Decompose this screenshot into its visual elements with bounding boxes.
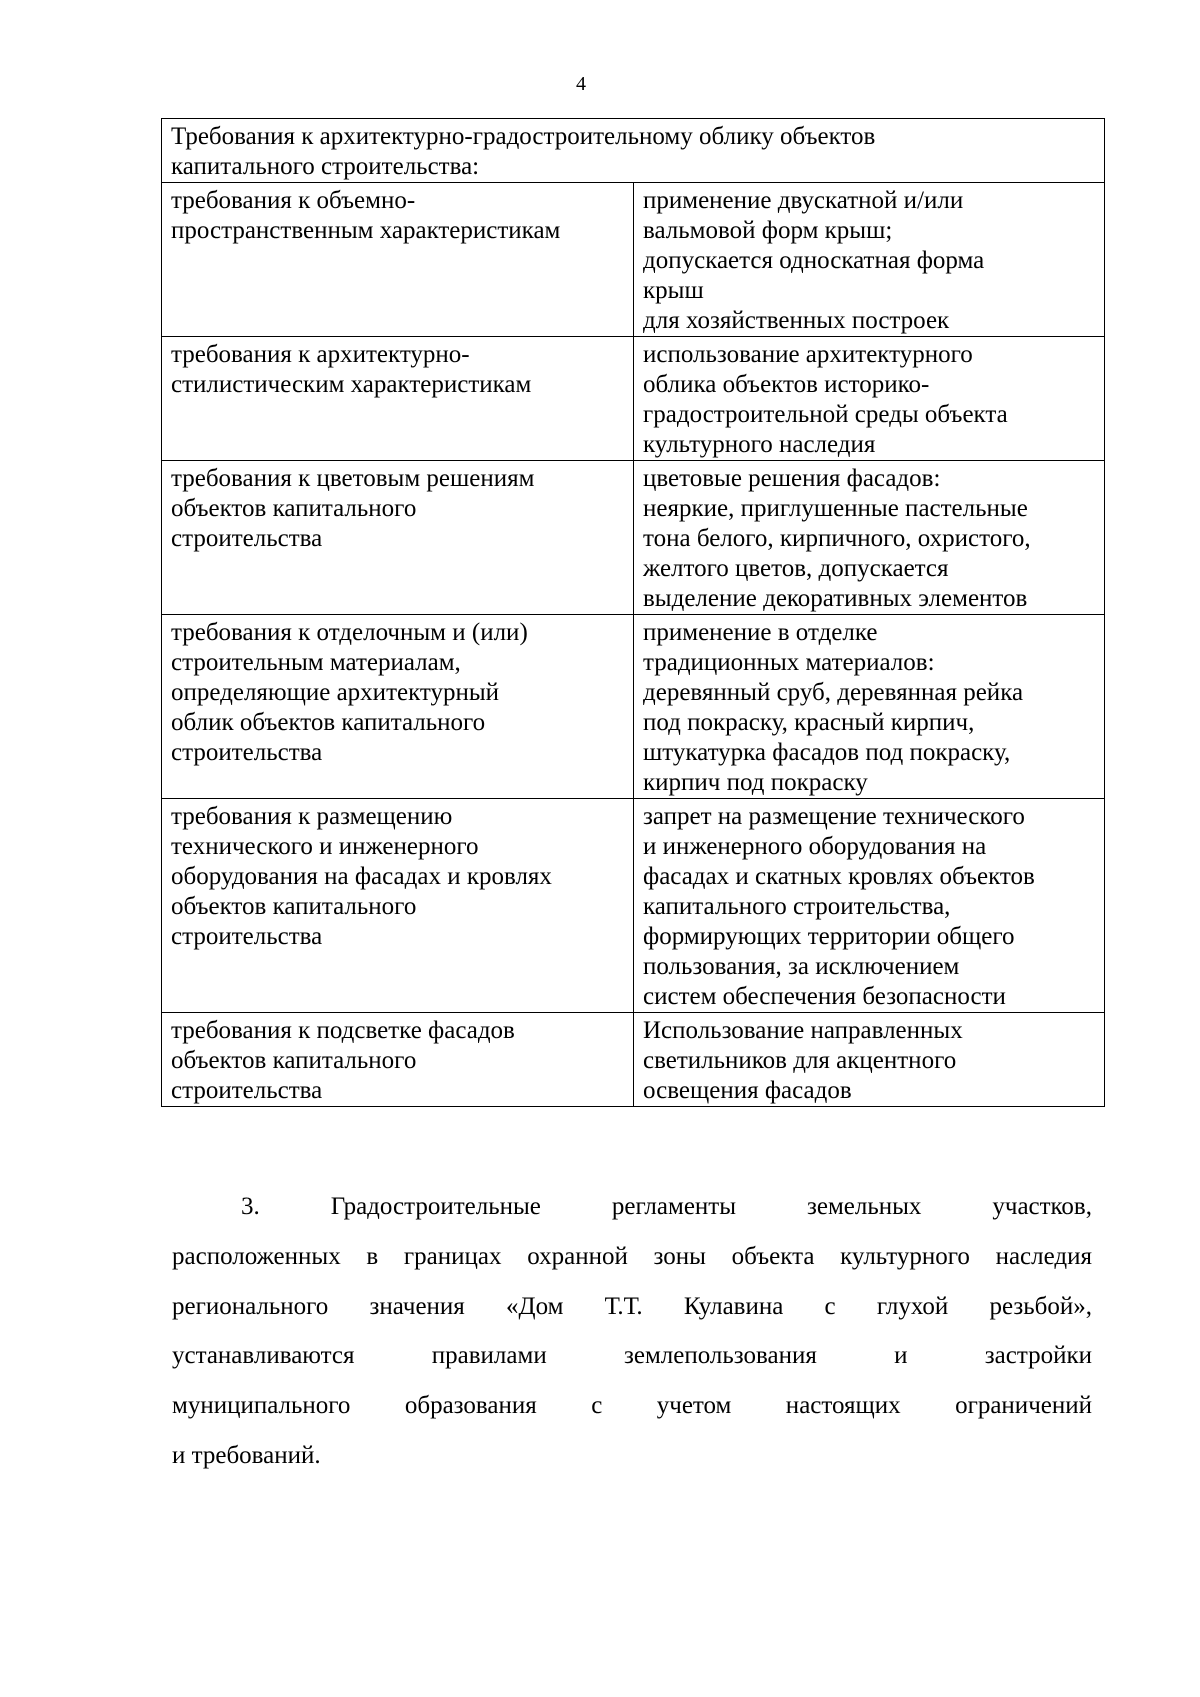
requirement-value: применение в отделке традиционных материалов: деревянный сруб, деревянная рейка под покраску, красный кирпич, штукатурка фасадов под покраску, кирпич под покраску: [634, 615, 1105, 799]
table-row: [162, 799, 1105, 1013]
paragraph-line: устанавливаются правилами землепользования и застройки: [172, 1342, 1092, 1369]
table-row: [162, 461, 1105, 615]
table-row: [162, 615, 1105, 799]
page-number: 4: [576, 73, 586, 95]
requirement-label: требования к объемно- пространственным характеристикам: [162, 183, 634, 337]
requirement-value: применение двускатной и/или вальмовой форм крыш; допускается односкатная форма крыш для хозяйственных построек: [634, 183, 1105, 337]
requirements-table: [161, 118, 1105, 1107]
requirement-label: требования к архитектурно- стилистическим характеристикам: [162, 337, 634, 461]
requirement-label: требования к цветовым решениям объектов капитального строительства: [162, 461, 634, 615]
requirement-value: Использование направленных светильников для акцентного освещения фасадов: [634, 1013, 1105, 1107]
requirement-label: требования к размещению технического и инженерного оборудования на фасадах и кровлях объектов капитального строительства: [162, 799, 634, 1013]
table-row: [162, 1013, 1105, 1107]
requirement-label: требования к подсветке фасадов объектов капитального строительства: [162, 1013, 634, 1107]
requirement-value: запрет на размещение технического и инженерного оборудования на фасадах и скатных кровлях объектов капитального строительства, формирующих территории общего пользования, за исключением систем обеспечения безопасности: [634, 799, 1105, 1013]
paragraph-line: муниципального образования с учетом настоящих ограничений: [172, 1392, 1092, 1419]
requirement-value: использование архитектурного облика объектов историко- градостроительной среды объекта культурного наследия: [634, 337, 1105, 461]
paragraph-line: регионального значения «Дом Т.Т. Кулавина с глухой резьбой»,: [172, 1293, 1092, 1320]
paragraph-line: расположенных в границах охранной зоны объекта культурного наследия: [172, 1243, 1092, 1270]
table-header-row: [162, 119, 1105, 183]
paragraph-line: и требований.: [172, 1442, 321, 1469]
paragraph-line: 3. Градостроительные регламенты земельных участков,: [241, 1193, 1092, 1220]
table-row: [162, 337, 1105, 461]
requirement-value: цветовые решения фасадов: неяркие, приглушенные пастельные тона белого, кирпичного, охристого, желтого цветов, допускается выделение декоративных элементов: [634, 461, 1105, 615]
table-row: [162, 183, 1105, 337]
requirement-label: требования к отделочным и (или) строительным материалам, определяющие архитектурный облик объектов капитального строительства: [162, 615, 634, 799]
table-header-cell: Требования к архитектурно-градостроительному облику объектов капитального строительства:: [162, 119, 1105, 183]
